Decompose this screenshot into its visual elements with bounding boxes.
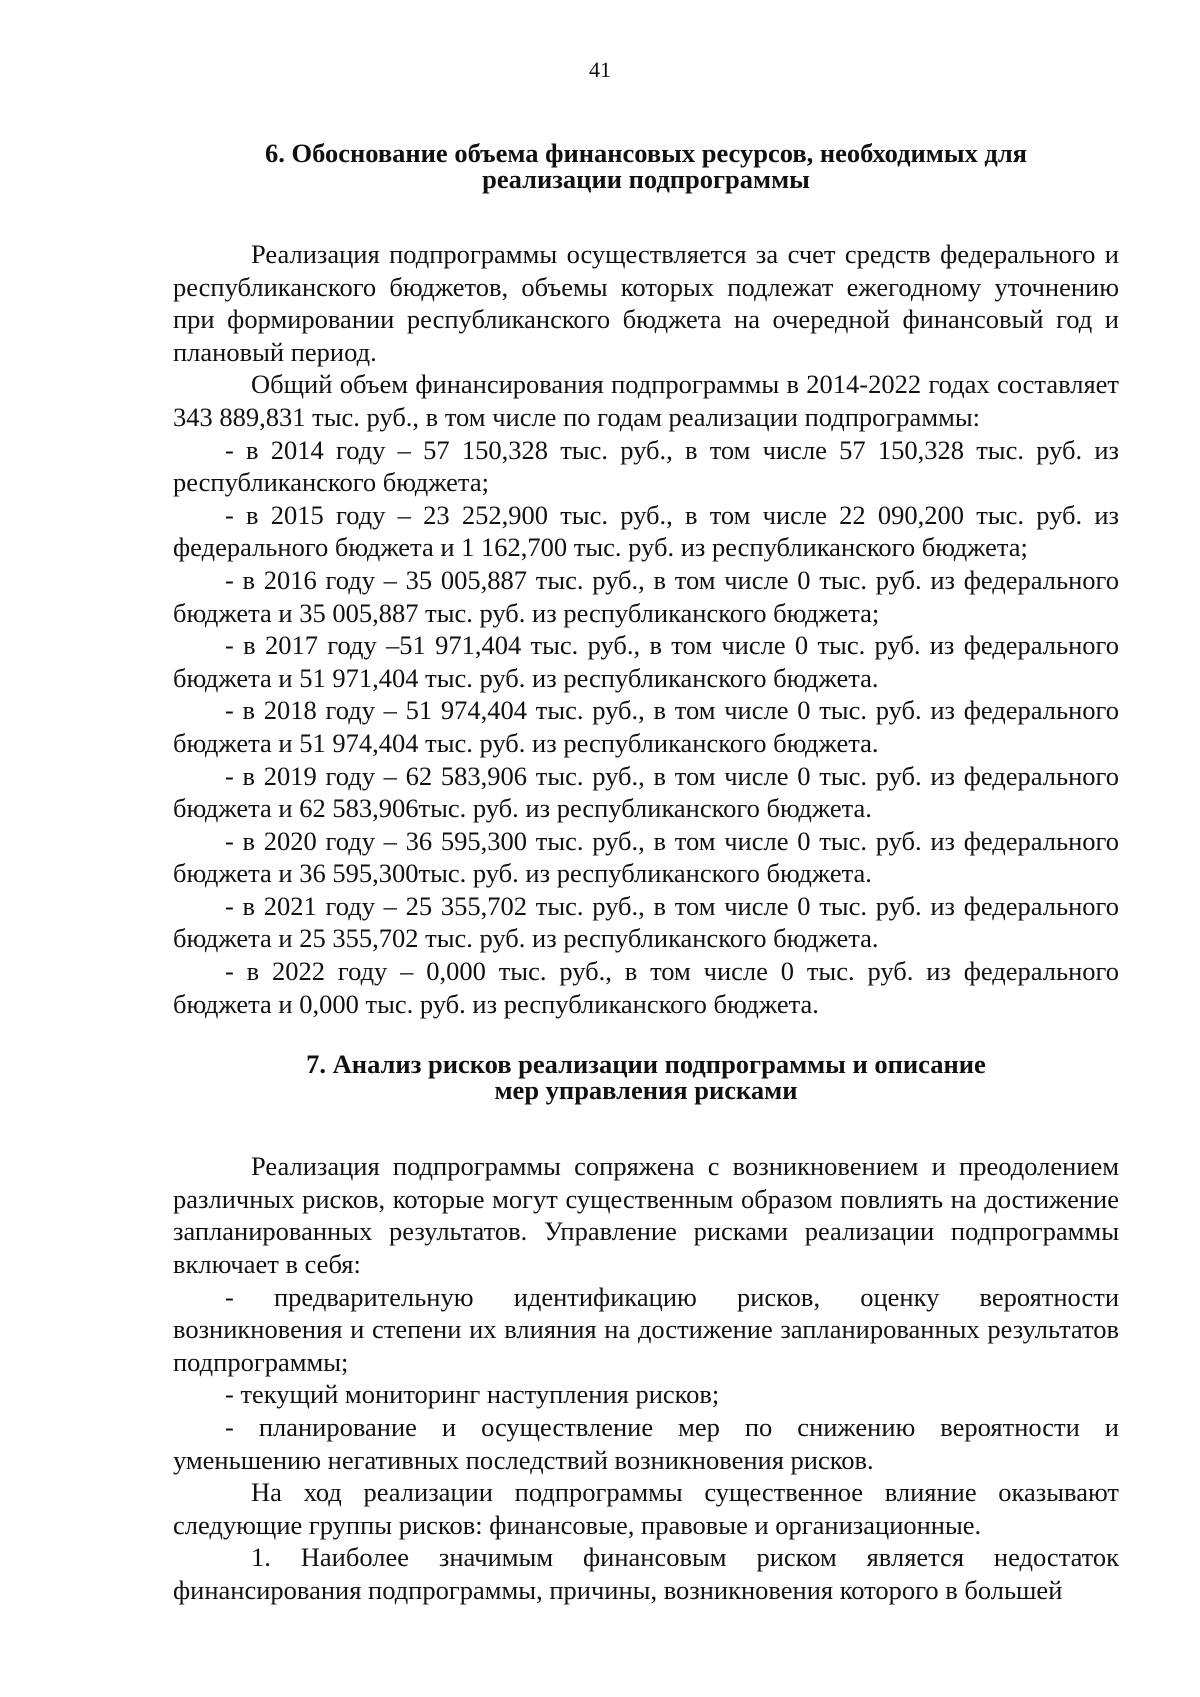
risk-management-item-3: - планирование и осуществление мер по снижению вероятности и уменьшению негативных последствий возникновения рисков.: [173, 1412, 1119, 1475]
funding-year-2021: - в 2021 году – 25 355,702 тыс. руб., в том числе 0 тыс. руб. из федерального бюджета и 25 355,702 тыс. руб. из республиканского бюджета.: [173, 890, 1119, 954]
section-6-intro-paragraph: Реализация подпрограммы осуществляется за счет средств федерального и республиканского бюджетов, объемы которых подлежат ежегодному уточнению при формировании республиканского бюджета на очередной финансовый год и плановый период.: [173, 239, 1119, 367]
risk-groups-paragraph: На ход реализации подпрограммы существенное влияние оказывают следующие группы рисков: финансовые, правовые и организационные.: [173, 1477, 1119, 1540]
funding-year-2018: - в 2018 году – 51 974,404 тыс. руб., в том числе 0 тыс. руб. из федерального бюджета и 51 974,404 тыс. руб. из республиканского бюджета.: [173, 695, 1119, 758]
page-number: 41: [589, 57, 611, 82]
section-6-heading-line-1: 6. Обоснование объема финансовых ресурсов, необходимых для: [264, 138, 1028, 168]
risk-management-item-1: - предварительную идентификацию рисков, оценку вероятности возникновения и степени их влияния на достижение запланированных результатов подпрограммы;: [173, 1281, 1119, 1377]
funding-year-2014: - в 2014 году – 57 150,328 тыс. руб., в том числе 57 150,328 тыс. руб. из республиканского бюджета;: [173, 434, 1119, 498]
section-7-intro-paragraph: Реализация подпрограммы сопряжена с возникновением и преодолением различных рисков, которые могут существенным образом повлиять на достижение запланированных результатов. Управление рисками реализации подпрограммы включает в себя:: [173, 1151, 1119, 1280]
funding-year-2022: - в 2022 году – 0,000 тыс. руб., в том числе 0 тыс. руб. из федерального бюджета и 0,000 тыс. руб. из республиканского бюджета.: [173, 956, 1119, 1019]
section-6-heading: [173, 140, 1119, 192]
section-7-heading: [173, 1049, 1119, 1106]
funding-year-2015: - в 2015 году – 23 252,900 тыс. руб., в том числе 22 090,200 тыс. руб. из федерального бюджета и 1 162,700 тыс. руб. из республиканского бюджета;: [173, 499, 1119, 563]
section-7-heading-line-1: 7. Анализ рисков реализации подпрограммы и описание: [306, 1049, 986, 1080]
funding-year-2019: - в 2019 году – 62 583,906 тыс. руб., в том числе 0 тыс. руб. из федерального бюджета и 62 583,906тыс. руб. из республиканского бюджета.: [173, 760, 1119, 824]
section-7-heading-line-2: мер управления рисками: [494, 1075, 798, 1106]
funding-year-2017: - в 2017 году –51 971,404 тыс. руб., в том числе 0 тыс. руб. из федерального бюджета и 51 971,404 тыс. руб. из республиканского бюджета.: [173, 630, 1119, 693]
risk-management-item-2: - текущий мониторинг наступления рисков;: [225, 1379, 720, 1410]
section-6-heading-line-2: реализации подпрограммы: [482, 164, 810, 194]
document-body: [173, 140, 1119, 1607]
section-6-total-paragraph: Общий объем финансирования подпрограммы в 2014-2022 годах составляет 343 889,831 тыс. руб., в том числе по годам реализации подпрограммы:: [173, 369, 1119, 432]
financial-risk-paragraph: 1. Наиболее значимым финансовым риском является недостаток финансирования подпрограммы, причины, возникновения которого в большей: [173, 1542, 1119, 1605]
funding-year-2016: - в 2016 году – 35 005,887 тыс. руб., в том числе 0 тыс. руб. из федерального бюджета и 35 005,887 тыс. руб. из республиканского бюджета;: [173, 564, 1119, 628]
funding-year-2020: - в 2020 году – 36 595,300 тыс. руб., в том числе 0 тыс. руб. из федерального бюджета и 36 595,300тыс. руб. из республиканского бюджета.: [173, 825, 1119, 889]
